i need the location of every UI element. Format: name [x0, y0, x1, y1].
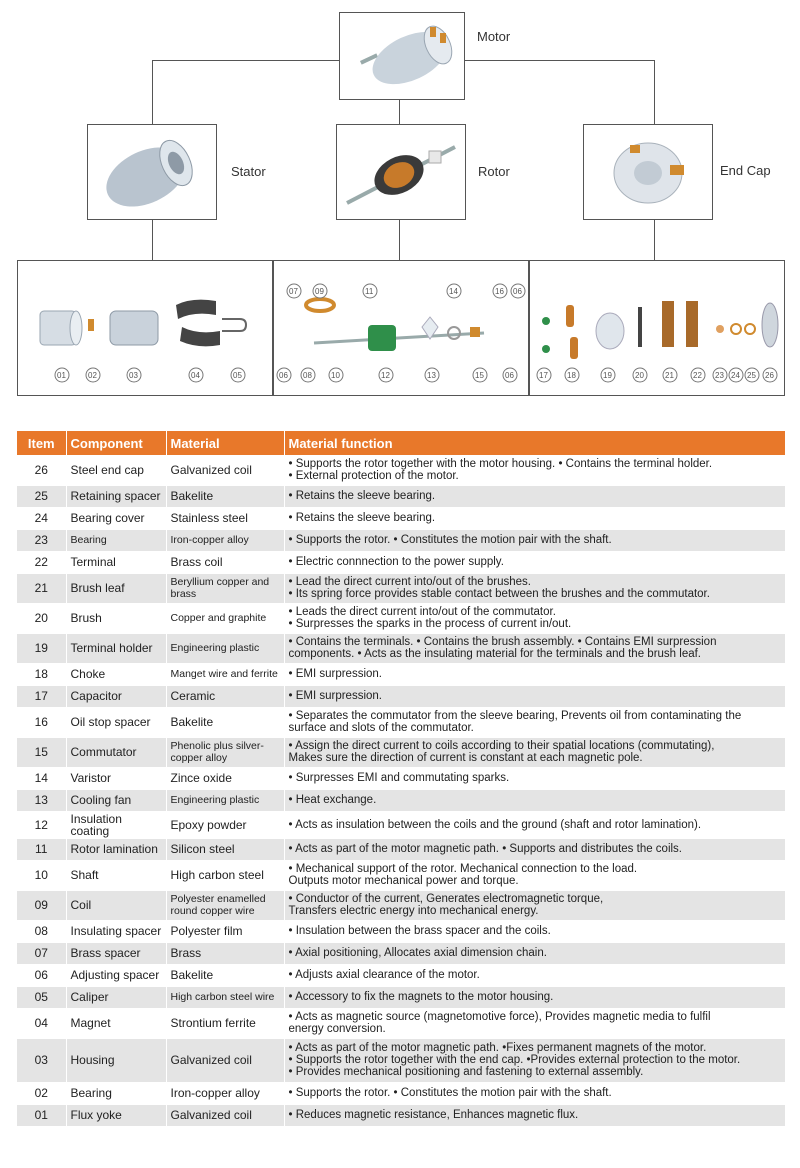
cell-item: 17 — [17, 685, 66, 707]
part-number: 15 — [475, 371, 484, 380]
cell-component: Terminal holder — [66, 633, 166, 663]
part-number: 09 — [315, 287, 324, 296]
cell-material-function — [284, 1082, 785, 1104]
cell-material-function — [284, 455, 785, 485]
cell-component: Commutator — [66, 737, 166, 767]
function-line: • Insulation between the brass spacer and the coils. — [288, 925, 551, 937]
cell-item: 19 — [17, 633, 66, 663]
cell-material: Galvanized coil — [166, 455, 284, 485]
cell-item: 22 — [17, 551, 66, 573]
table-row — [17, 811, 785, 838]
function-line: Makes sure the direction of current is constant at each magnetic pole. — [288, 752, 643, 764]
cell-material-function — [284, 811, 785, 838]
connector-line — [654, 60, 655, 124]
function-line: • Supports the rotor together with the end cap. •Provides external protection to the motor. — [288, 1054, 741, 1066]
table-row — [17, 767, 785, 789]
cell-component: Insulating spacer — [66, 920, 166, 942]
cell-material: High carbon steel — [166, 860, 284, 890]
cell-material: Galvanized coil — [166, 1104, 284, 1126]
stator-part-numbers — [55, 368, 245, 382]
cell-material-function — [284, 551, 785, 573]
part-number: 19 — [603, 371, 612, 380]
cell-component: Insulation coating — [66, 811, 166, 838]
motor-box — [339, 12, 465, 100]
connector-line — [152, 220, 153, 260]
part-number: 20 — [635, 371, 644, 380]
cell-material: Ceramic — [166, 685, 284, 707]
part-number: 17 — [539, 371, 548, 380]
table-row — [17, 920, 785, 942]
part-number: 22 — [693, 371, 702, 380]
part-number: 08 — [303, 371, 312, 380]
cell-material: Bakelite — [166, 707, 284, 737]
part-number: 25 — [747, 371, 756, 380]
cell-material: Engineering plastic — [166, 789, 284, 811]
table-row — [17, 603, 785, 633]
cell-material: Strontium ferrite — [166, 1008, 284, 1038]
cell-material-function — [284, 986, 785, 1008]
cell-item: 16 — [17, 707, 66, 737]
endcap-part-numbers — [537, 368, 777, 382]
function-line: • Acts as magnetic source (magnetomotive force), Provides magnetic media to fulfil — [288, 1011, 711, 1023]
cell-item: 07 — [17, 942, 66, 964]
cell-material: Iron-copper alloy — [166, 529, 284, 551]
header-component: Component — [66, 431, 166, 455]
cell-item: 21 — [17, 573, 66, 603]
cell-material-function — [284, 507, 785, 529]
part-number: 06 — [505, 371, 514, 380]
cell-component: Flux yoke — [66, 1104, 166, 1126]
part-number: 02 — [88, 371, 97, 380]
part-number: 11 — [365, 287, 374, 296]
function-line: • Lead the direct current into/out of the brushes. — [288, 576, 531, 588]
cell-component: Bearing cover — [66, 507, 166, 529]
table-row — [17, 1104, 785, 1126]
cell-item: 20 — [17, 603, 66, 633]
stator-parts-panel — [17, 260, 273, 396]
table-row — [17, 860, 785, 890]
cell-component: Bearing — [66, 529, 166, 551]
cell-component: Capacitor — [66, 685, 166, 707]
cell-component: Magnet — [66, 1008, 166, 1038]
cell-material: Bakelite — [166, 964, 284, 986]
function-line: • Separates the commutator from the sleeve bearing, Prevents oil from contaminating the — [288, 710, 742, 722]
connector-line — [399, 220, 400, 260]
function-line: components. • Acts as the insulating material for the terminals and the brush leaf. — [288, 648, 701, 660]
table-row — [17, 573, 785, 603]
table-row — [17, 707, 785, 737]
header-material: Material — [166, 431, 284, 455]
stator-image — [88, 125, 216, 219]
stator-box — [87, 124, 217, 220]
motor-label: Motor — [477, 29, 511, 44]
cell-component: Varistor — [66, 767, 166, 789]
table-row — [17, 890, 785, 920]
part-number: 04 — [191, 371, 200, 380]
function-line: • Acts as part of the motor magnetic path. •Fixes permanent magnets of the motor. — [288, 1042, 707, 1054]
function-line: energy conversion. — [288, 1023, 386, 1035]
function-line: • Supports the rotor. • Constitutes the motion pair with the shaft. — [288, 534, 612, 546]
cell-material: Brass coil — [166, 551, 284, 573]
cell-material: Copper and graphite — [166, 603, 284, 633]
cell-material: Bakelite — [166, 485, 284, 507]
cell-item: 26 — [17, 455, 66, 485]
table-row — [17, 529, 785, 551]
cell-item: 25 — [17, 485, 66, 507]
function-line: • Mechanical support of the rotor. Mechanical connection to the load. — [288, 863, 638, 875]
cell-component: Adjusting spacer — [66, 964, 166, 986]
cell-material-function — [284, 737, 785, 767]
components-table — [17, 431, 786, 1127]
rotor-label: Rotor — [478, 164, 510, 179]
table-row — [17, 1082, 785, 1104]
cell-material: Iron-copper alloy — [166, 1082, 284, 1104]
function-line: • Contains the terminals. • Contains the brush assembly. • Contains EMI surpression — [288, 636, 717, 648]
part-number: 13 — [427, 371, 436, 380]
cell-component: Terminal — [66, 551, 166, 573]
table-row — [17, 1008, 785, 1038]
cell-component: Caliper — [66, 986, 166, 1008]
cell-item: 01 — [17, 1104, 66, 1126]
part-number: 24 — [731, 371, 740, 380]
part-number: 21 — [665, 371, 674, 380]
cell-item: 13 — [17, 789, 66, 811]
table-row — [17, 1038, 785, 1082]
endcap-parts-image — [530, 261, 784, 395]
cell-material-function — [284, 838, 785, 860]
cell-material-function — [284, 633, 785, 663]
cell-component: Choke — [66, 663, 166, 685]
table-row — [17, 663, 785, 685]
connector-line — [654, 220, 655, 260]
cell-component: Brush leaf — [66, 573, 166, 603]
cell-material: Polyester enamelled round copper wire — [166, 890, 284, 920]
cell-material-function — [284, 485, 785, 507]
cell-material-function — [284, 1008, 785, 1038]
cell-material: Zince oxide — [166, 767, 284, 789]
function-line: • Conductor of the current, Generates electromagnetic torque, — [288, 893, 604, 905]
part-number: 14 — [449, 287, 458, 296]
table-row — [17, 737, 785, 767]
function-line: • Its spring force provides stable contact between the brushes and the commutator. — [288, 588, 710, 600]
cell-material-function — [284, 529, 785, 551]
cell-material: Epoxy powder — [166, 811, 284, 838]
cell-item: 02 — [17, 1082, 66, 1104]
cell-item: 10 — [17, 860, 66, 890]
cell-material: Polyester film — [166, 920, 284, 942]
function-line: • Reduces magnetic resistance, Enhances magnetic flux. — [288, 1109, 579, 1121]
part-number: 03 — [129, 371, 138, 380]
function-line: • Assign the direct current to coils according to their spatial locations (commutating), — [288, 740, 715, 752]
part-number: 26 — [765, 371, 774, 380]
cell-material-function — [284, 1104, 785, 1126]
cell-item: 06 — [17, 964, 66, 986]
header-material-function: Material function — [284, 431, 785, 455]
cell-item: 04 — [17, 1008, 66, 1038]
function-line: surface and slots of the commutator. — [288, 722, 474, 734]
function-line: • Axial positioning, Allocates axial dimension chain. — [288, 947, 547, 959]
cell-component: Brass spacer — [66, 942, 166, 964]
cell-material-function — [284, 685, 785, 707]
part-number: 01 — [57, 371, 66, 380]
function-line: • Accessory to fix the magnets to the motor housing. — [288, 991, 554, 1003]
endcap-box — [583, 124, 713, 220]
cell-component: Coil — [66, 890, 166, 920]
stator-parts-image — [18, 261, 272, 395]
cell-item: 11 — [17, 838, 66, 860]
cell-component: Rotor lamination — [66, 838, 166, 860]
rotor-parts-panel — [273, 260, 529, 396]
part-number: 06 — [513, 287, 522, 296]
stator-label: Stator — [231, 164, 266, 179]
function-line: • External protection of the motor. — [288, 469, 459, 482]
connector-line — [152, 60, 153, 124]
cell-material-function — [284, 767, 785, 789]
cell-component: Bearing — [66, 1082, 166, 1104]
rotor-image — [337, 125, 465, 219]
cell-item: 08 — [17, 920, 66, 942]
rotor-box — [336, 124, 466, 220]
cell-material-function — [284, 942, 785, 964]
cell-material-function — [284, 663, 785, 685]
cell-item: 03 — [17, 1038, 66, 1082]
table-row — [17, 455, 785, 485]
function-line: • Retains the sleeve bearing. — [288, 490, 436, 502]
table-row — [17, 964, 785, 986]
motor-image — [340, 13, 464, 99]
part-number: 10 — [331, 371, 340, 380]
cell-component: Brush — [66, 603, 166, 633]
cell-item: 14 — [17, 767, 66, 789]
table-row — [17, 485, 785, 507]
function-line: Outputs motor mechanical power and torque. — [288, 875, 519, 887]
cell-material-function — [284, 573, 785, 603]
rotor-parts-image — [274, 261, 528, 395]
cell-material: Engineering plastic — [166, 633, 284, 663]
table-row — [17, 838, 785, 860]
endcap-parts-panel — [529, 260, 785, 396]
table-row — [17, 986, 785, 1008]
cell-material: Galvanized coil — [166, 1038, 284, 1082]
function-line: • Acts as part of the motor magnetic path. • Supports and distributes the coils. — [288, 843, 683, 855]
function-line: Transfers electric energy into mechanical energy. — [288, 905, 539, 917]
cell-material-function — [284, 964, 785, 986]
cell-component: Retaining spacer — [66, 485, 166, 507]
table-row — [17, 789, 785, 811]
part-number: 16 — [495, 287, 504, 296]
part-number: 07 — [289, 287, 298, 296]
function-line: • Adjusts axial clearance of the motor. — [288, 969, 480, 981]
part-number: 12 — [381, 371, 390, 380]
cell-item: 12 — [17, 811, 66, 838]
header-item: Item — [17, 431, 66, 455]
table-body — [17, 455, 785, 1126]
function-line: • EMI surpression. — [288, 690, 382, 702]
cell-material-function — [284, 860, 785, 890]
motor-breakdown-diagram — [0, 0, 800, 400]
cell-component: Shaft — [66, 860, 166, 890]
function-line: • Surpresses EMI and commutating sparks. — [288, 772, 510, 784]
cell-material: Beryllium copper and brass — [166, 573, 284, 603]
table-row — [17, 942, 785, 964]
cell-component: Oil stop spacer — [66, 707, 166, 737]
function-line: • Acts as insulation between the coils and the ground (shaft and rotor lamination). — [288, 818, 702, 831]
table-row — [17, 507, 785, 529]
cell-material: Phenolic plus silver-copper alloy — [166, 737, 284, 767]
function-line: • EMI surpression. — [288, 668, 382, 680]
function-line: • Heat exchange. — [288, 794, 377, 806]
cell-component: Housing — [66, 1038, 166, 1082]
cell-item: 18 — [17, 663, 66, 685]
function-line: • Surpresses the sparks in the process of current in/out. — [288, 618, 572, 630]
endcap-image — [584, 125, 712, 219]
cell-material-function — [284, 1038, 785, 1082]
cell-material: Brass — [166, 942, 284, 964]
function-line: • Electric connnection to the power supply. — [288, 556, 504, 568]
cell-material-function — [284, 707, 785, 737]
table-row — [17, 685, 785, 707]
cell-material-function — [284, 920, 785, 942]
cell-item: 09 — [17, 890, 66, 920]
cell-material: Stainless steel — [166, 507, 284, 529]
function-line: • Provides mechanical positioning and fastening to external assembly. — [288, 1066, 644, 1078]
cell-material: Silicon steel — [166, 838, 284, 860]
cell-material-function — [284, 603, 785, 633]
part-number: 06 — [279, 371, 288, 380]
cell-material-function — [284, 890, 785, 920]
endcap-label: End Cap — [720, 163, 771, 178]
table-row — [17, 633, 785, 663]
table-header-row — [17, 431, 785, 455]
function-line: • Supports the rotor. • Constitutes the motion pair with the shaft. — [288, 1087, 612, 1099]
cell-material-function — [284, 789, 785, 811]
cell-material: High carbon steel wire — [166, 986, 284, 1008]
cell-material: Manget wire and ferrite — [166, 663, 284, 685]
part-number: 23 — [715, 371, 724, 380]
table-row — [17, 551, 785, 573]
function-line: • Leads the direct current into/out of the commutator. — [288, 606, 556, 618]
part-number: 05 — [233, 371, 242, 380]
cell-item: 15 — [17, 737, 66, 767]
function-line: • Retains the sleeve bearing. — [288, 512, 436, 524]
cell-component: Cooling fan — [66, 789, 166, 811]
function-line: • Supports the rotor together with the motor housing. • Contains the terminal holder. — [288, 457, 713, 470]
cell-item: 23 — [17, 529, 66, 551]
cell-component: Steel end cap — [66, 455, 166, 485]
cell-item: 24 — [17, 507, 66, 529]
cell-item: 05 — [17, 986, 66, 1008]
part-number: 18 — [567, 371, 576, 380]
